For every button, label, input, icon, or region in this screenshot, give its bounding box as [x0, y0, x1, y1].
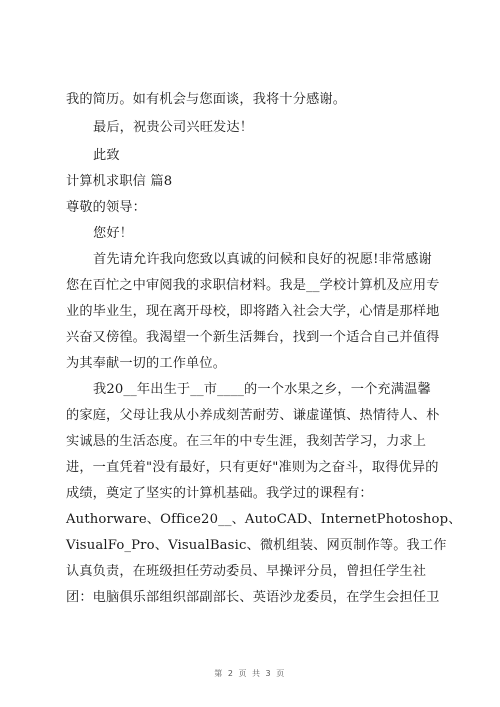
- salutation-close: 此致: [93, 148, 120, 163]
- text-line: 业的毕业生，现在离开母校，即将踏入社会大学，心情是那样地: [66, 304, 440, 319]
- greeting: 尊敬的领导：: [66, 200, 147, 215]
- closing-wish: 最后，祝贵公司兴旺发达！: [93, 120, 254, 135]
- text-line: 首先请允许我向您致以真诚的问候和良好的祝愿!非常感谢: [93, 252, 432, 267]
- text-line: 进，一直凭着"没有最好，只有更好"准则为之奋斗，取得优异的: [66, 460, 439, 475]
- text-line: 团：电脑俱乐部组织部副部长、英语沙龙委员，在学生会担任卫: [66, 590, 440, 605]
- text-line: 的家庭，父母让我从小养成刻苦耐劳、谦虚谨慎、热情待人、朴: [66, 408, 440, 423]
- text-line: 兴奋又傍徨。我渴望一个新生活舞台，找到一个适合自己并值得: [66, 330, 440, 345]
- text-line: 为其奉献一切的工作单位。: [66, 356, 227, 371]
- text-line: Authorware、Office20__、AutoCAD、InternetPhotoshop、: [66, 512, 462, 527]
- text-line: 我20__年出生于__市____的一个水果之乡，一个充满温馨: [93, 382, 431, 397]
- greeting-hello: 您好！: [93, 226, 134, 241]
- text-line: 我的简历。如有机会与您面谈，我将十分感谢。: [66, 92, 347, 107]
- text-line: VisualFo_Pro、VisualBasic、微机组装、网页制作等。我工作: [66, 538, 447, 553]
- text-line: 成绩，奠定了坚实的计算机基础。我学过的课程有：: [66, 486, 373, 501]
- section-title: 计算机求职信 篇8: [66, 174, 173, 189]
- text-line: 实诚恳的生活态度。在三年的中专生涯，我刻苦学习，力求上: [66, 434, 427, 449]
- text-line: 认真负责，在班级担任劳动委员、早操评分员，曾担任学生社: [66, 564, 427, 579]
- page-footer: 第 2 页 共 3 页: [214, 669, 286, 678]
- text-line: 您在百忙之中审阅我的求职信材料。我是__学校计算机及应用专: [66, 278, 440, 293]
